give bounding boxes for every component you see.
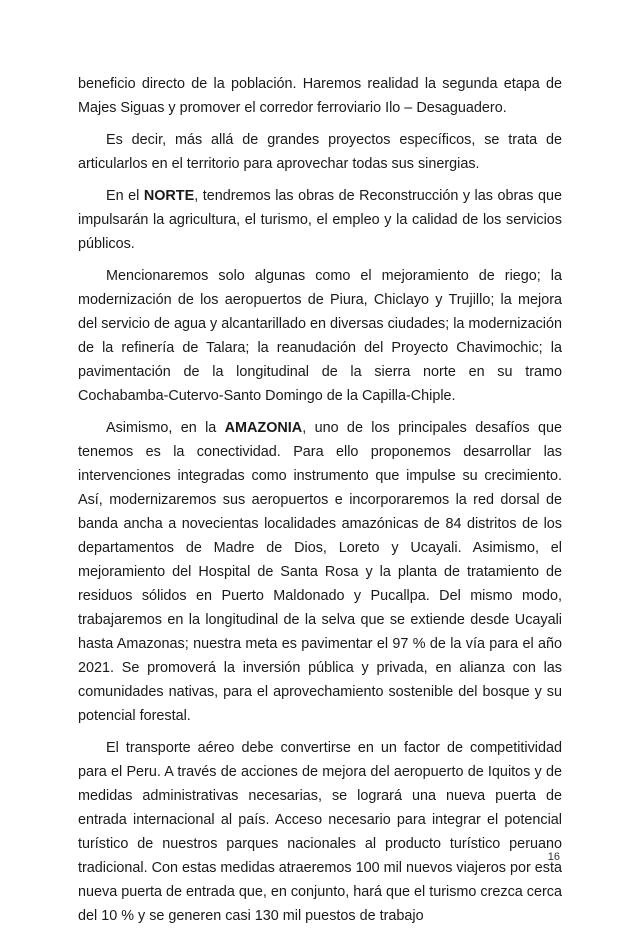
paragraph-text: En el [106,188,144,204]
paragraph-text: , tendremos las obras de Reconstrucción y las obras que impulsarán la agricultura, el turismo, el empleo y la calidad de los servicios públicos. [78,188,562,252]
paragraph-2 [78,128,562,176]
paragraph-text: Asimismo, en la [106,420,225,436]
paragraph-text: Mencionaremos solo algunas como el mejoramiento de riego; la modernización de los aeropuertos de Piura, Chiclayo y Trujillo; la mejora del servicio de agua y alcantarillado en diversas ciudades; la modernización de la refinería de Talara; la reanudación del Proyecto Chavimochic; la pavimentación de la longitudinal de la sierra norte en su tramo Cochabamba-Cutervo-Santo Domingo de la Capilla-Chiple. [78,268,562,404]
page-number: 16 [547,851,560,863]
paragraph-6 [78,736,562,928]
paragraph-text: Es decir, más allá de grandes proyectos específicos, se trata de articularlos en el territorio para aprovechar todas sus sinergias. [78,132,562,172]
paragraph-text: beneficio directo de la población. Haremos realidad la segunda etapa de Majes Siguas y promover el corredor ferroviario Ilo – Desaguadero. [78,76,562,116]
paragraph-text: , uno de los principales desafíos que tenemos es la conectividad. Para ello proponemos desarrollar las intervenciones integradas como instrumento que impulse su crecimiento. Así, modernizaremos sus aeropuertos e incorporaremos la red dorsal de banda ancha a novecientas localidades amazónicas de 84 distritos de los departamentos de Madre de Dios, Loreto y Ucayali. Asimismo, el mejoramiento del Hospital de Santa Rosa y la planta de tratamiento de residuos sólidos en Puerto Maldonado y Pucallpa. Del mismo modo, trabajaremos en la longitudinal de la selva que se extiende desde Ucayali hasta Amazonas; nuestra meta es pavimentar el 97 % de la vía para el año 2021. Se promoverá la inversión pública y privada, en alianza con las comunidades nativas, para el aprovechamiento sostenible del bosque y su potencial forestal. [78,420,562,724]
paragraph-amazonia [78,416,562,728]
region-heading-amazonia: AMAZONIA [224,420,303,436]
body-text [78,72,562,936]
paragraph-text: El transporte aéreo debe convertirse en un factor de competitividad para el Peru. A través de acciones de mejora del aeropuerto de Iquitos y de medidas administrativas necesarias, se logrará una nueva puerta de entrada internacional al país. Acceso necesario para integrar el potencial turístico de nuestros parques nacionales al producto turístico peruano tradicional. Con estas medidas atraeremos 100 mil nuevos viajeros por esta nueva puerta de entrada que, en conjunto, hará que el turismo crezca cerca del 10 % y se generen casi 130 mil puestos de trabajo [78,740,562,924]
region-heading-norte: NORTE [143,188,195,204]
paragraph-norte [78,184,562,256]
paragraph-1 [78,72,562,120]
paragraph-4 [78,264,562,408]
